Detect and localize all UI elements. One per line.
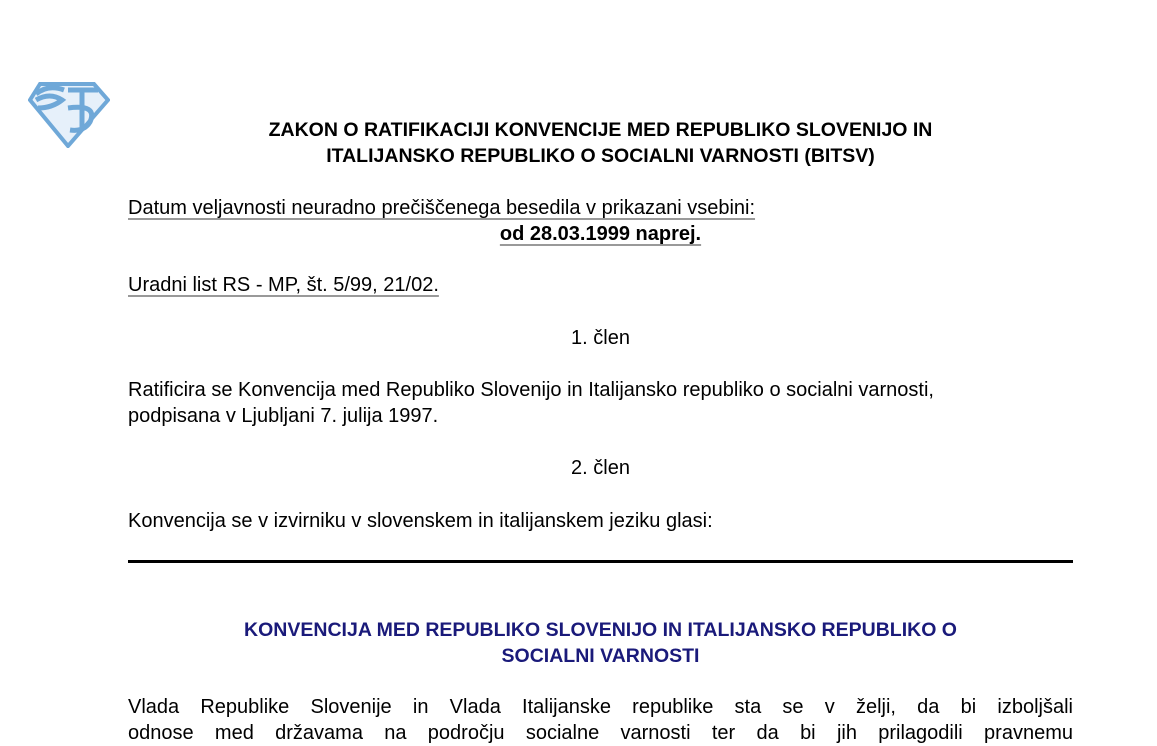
convention-title-line-1: KONVENCIJA MED REPUBLIKO SLOVENIJO IN ITALIJANSKO REPUBLIKO O (244, 619, 957, 641)
article-2-text: Konvencija se v izvirniku v slovenskem in italijanskem jeziku glasi: (128, 510, 713, 532)
convention-title (128, 617, 1073, 669)
article-1-heading: 1. člen (571, 327, 630, 349)
title-line-2: ITALIJANSKO REPUBLIKO O SOCIALNI VARNOSTI (BITSV) (326, 145, 875, 167)
gazette-text: Uradni list RS - MP, št. 5/99, 21/02. (128, 274, 439, 296)
page-title (128, 117, 1073, 169)
convention-title-line-2: SOCIALNI VARNOSTI (501, 645, 700, 667)
validity-date: od 28.03.1999 naprej. (499, 223, 702, 245)
validity-block (128, 195, 1073, 247)
gazette-reference (128, 272, 1073, 298)
title-line-1: ZAKON O RATIFIKACIJI KONVENCIJE MED REPUBLIKO SLOVENIJO IN (268, 119, 933, 141)
diamond-logo-icon (28, 78, 110, 148)
logo (28, 78, 110, 148)
validity-label: Datum veljavnosti neuradno prečiščenega besedila v prikazani vsebini: (128, 197, 756, 219)
preamble-line-2: odnose med državama na področju socialne varnosti ter da bi jih prilagodili pravnemu (128, 722, 1073, 744)
convention-preamble (128, 694, 1073, 746)
article-1-line-1: Ratificira se Konvencija med Republiko Slovenijo in Italijansko republiko o socialni varnosti, (128, 379, 934, 401)
article-1-line-2: podpisana v Ljubljani 7. julija 1997. (128, 405, 439, 427)
horizontal-divider (128, 560, 1073, 563)
article-1-text (128, 377, 1073, 429)
preamble-line-1: Vlada Republike Slovenije in Vlada Italijanske republike sta se v želji, da bi izboljšali (128, 696, 1073, 718)
article-2-heading: 2. člen (571, 457, 630, 479)
